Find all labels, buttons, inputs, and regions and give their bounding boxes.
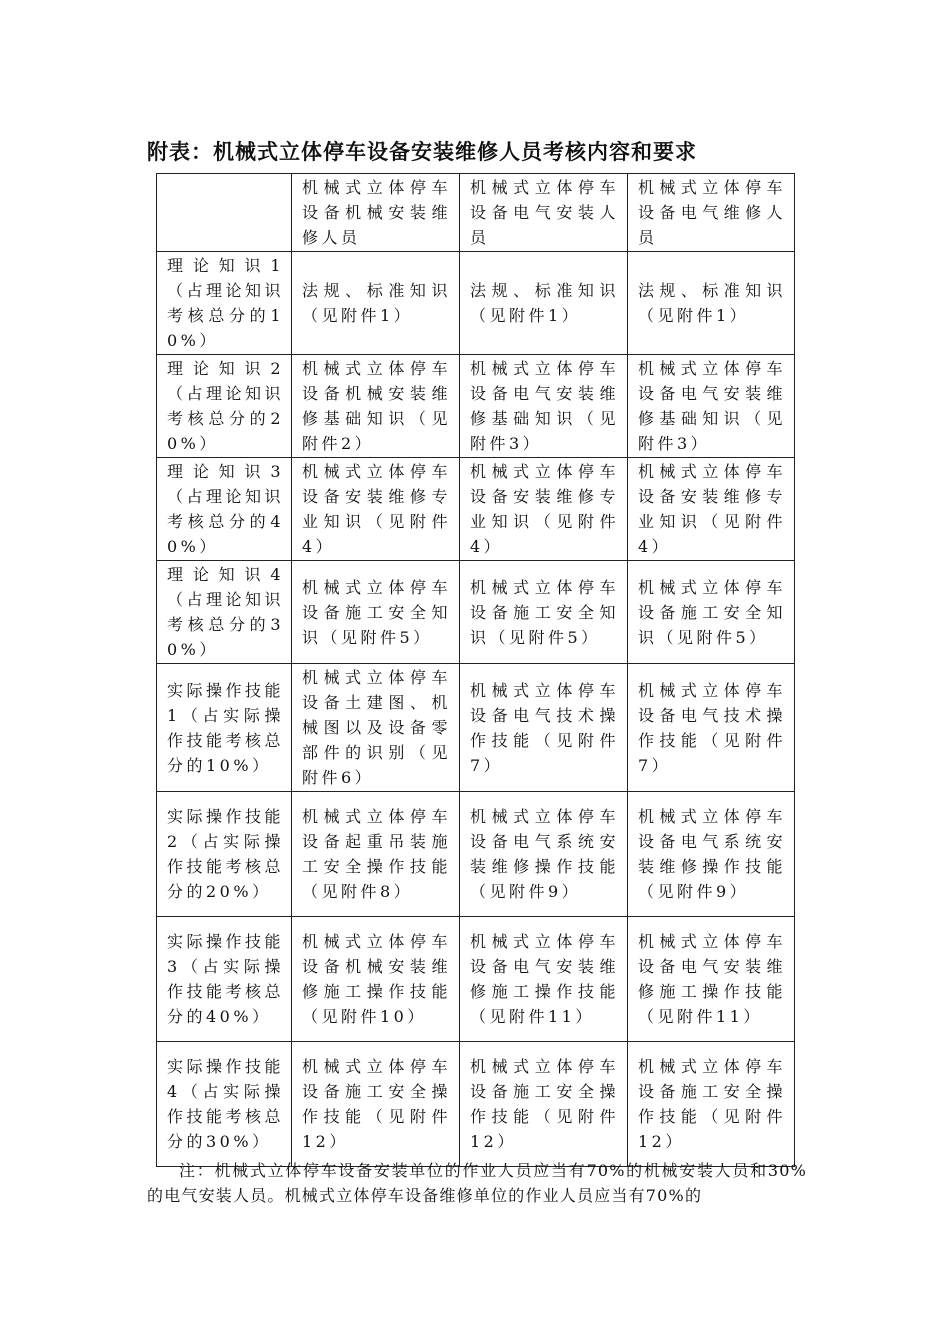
- table-header-row: [157, 174, 795, 252]
- table-row: [157, 664, 795, 792]
- row-label: 理论知识3（占理论知识考核总分的40%）: [157, 458, 292, 561]
- table-row: [157, 355, 795, 458]
- table-cell: 机械式立体停车设备施工安全知识（见附件5）: [292, 561, 460, 664]
- table-cell: 机械式立体停车设备电气技术操作技能（见附件7）: [460, 664, 628, 792]
- assessment-table: [156, 173, 795, 1167]
- table-cell: 机械式立体停车设备起重吊装施工安全操作技能（见附件8）: [292, 792, 460, 917]
- table-row: [157, 792, 795, 917]
- row-label: 理论知识4（占理论知识考核总分的30%）: [157, 561, 292, 664]
- table-cell: 机械式立体停车设备施工安全知识（见附件5）: [460, 561, 628, 664]
- table-cell: 机械式立体停车设备电气安装维修施工操作技能（见附件11）: [628, 917, 795, 1042]
- table-row: [157, 917, 795, 1042]
- table-cell: 机械式立体停车设备施工安全操作技能（见附件12）: [460, 1042, 628, 1167]
- row-label: 实际操作技能1（占实际操作技能考核总分的10%）: [157, 664, 292, 792]
- table-cell: 机械式立体停车设备施工安全操作技能（见附件12）: [628, 1042, 795, 1167]
- table-row: [157, 1042, 795, 1167]
- header-mechanical-install-repair: 机械式立体停车设备机械安装维修人员: [292, 174, 460, 252]
- table-row: [157, 252, 795, 355]
- table-cell: 机械式立体停车设备安装维修专业知识（见附件4）: [460, 458, 628, 561]
- row-label: 理论知识1（占理论知识考核总分的10%）: [157, 252, 292, 355]
- header-corner-cell: [157, 174, 292, 252]
- table-cell: 机械式立体停车设备施工安全知识（见附件5）: [628, 561, 795, 664]
- row-label: 实际操作技能4（占实际操作技能考核总分的30%）: [157, 1042, 292, 1167]
- table-cell: 机械式立体停车设备机械安装维修施工操作技能（见附件10）: [292, 917, 460, 1042]
- table-cell: 机械式立体停车设备机械安装维修基础知识（见附件2）: [292, 355, 460, 458]
- table-cell: 机械式立体停车设备施工安全操作技能（见附件12）: [292, 1042, 460, 1167]
- table-cell: 法规、标准知识（见附件1）: [460, 252, 628, 355]
- table-cell: 机械式立体停车设备安装维修专业知识（见附件4）: [628, 458, 795, 561]
- row-label: 理论知识2（占理论知识考核总分的20%）: [157, 355, 292, 458]
- table-row: [157, 458, 795, 561]
- page-title: 附表：机械式立体停车设备安装维修人员考核内容和要求: [147, 140, 697, 164]
- table-cell: 机械式立体停车设备电气安装维修施工操作技能（见附件11）: [460, 917, 628, 1042]
- table-cell: 法规、标准知识（见附件1）: [628, 252, 795, 355]
- table-cell: 机械式立体停车设备土建图、机械图以及设备零部件的识别（见附件6）: [292, 664, 460, 792]
- row-label: 实际操作技能3（占实际操作技能考核总分的40%）: [157, 917, 292, 1042]
- table-cell: 机械式立体停车设备电气安装维修基础知识（见附件3）: [628, 355, 795, 458]
- table-cell: 机械式立体停车设备电气安装维修基础知识（见附件3）: [460, 355, 628, 458]
- table-cell: 法规、标准知识（见附件1）: [292, 252, 460, 355]
- table-cell: 机械式立体停车设备安装维修专业知识（见附件4）: [292, 458, 460, 561]
- table-cell: 机械式立体停车设备电气系统安装维修操作技能（见附件9）: [460, 792, 628, 917]
- table-cell: 机械式立体停车设备电气技术操作技能（见附件7）: [628, 664, 795, 792]
- table-row: [157, 561, 795, 664]
- table-note: 注：机械式立体停车设备安装单位的作业人员应当有70%的机械安装人员和30%的电气安装人员。机械式立体停车设备维修单位的作业人员应当有70%的: [147, 1161, 807, 1205]
- table-cell: 机械式立体停车设备电气系统安装维修操作技能（见附件9）: [628, 792, 795, 917]
- header-electrical-repair: 机械式立体停车设备电气维修人员: [628, 174, 795, 252]
- row-label: 实际操作技能2（占实际操作技能考核总分的20%）: [157, 792, 292, 917]
- header-electrical-install: 机械式立体停车设备电气安装人员: [460, 174, 628, 252]
